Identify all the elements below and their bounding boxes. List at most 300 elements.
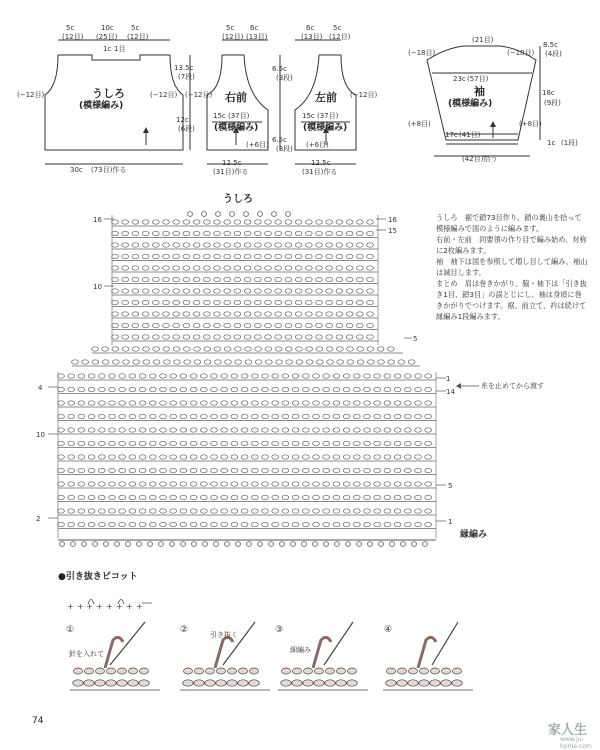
- chain-stitch: [316, 312, 323, 316]
- chain-stitch: [364, 522, 371, 526]
- chain-stitch: [244, 231, 251, 235]
- chain-stitch: [251, 374, 258, 378]
- chain-stitch: [316, 231, 323, 235]
- chain-stitch: [173, 347, 180, 351]
- chain-stitch: [316, 289, 323, 293]
- chain-stitch: [415, 428, 422, 432]
- picot-symbol: +: [86, 602, 93, 611]
- illus-stitch: [453, 668, 462, 674]
- edge-picot: [93, 542, 98, 547]
- chain-stitch: [214, 220, 221, 224]
- chain-stitch: [58, 374, 65, 378]
- illus-stitch: [337, 668, 346, 674]
- chain-stitch: [224, 300, 231, 304]
- chain-stitch: [112, 289, 119, 293]
- chain-stitch: [292, 401, 299, 405]
- chain-stitch: [272, 455, 279, 459]
- chain-stitch: [275, 300, 282, 304]
- illus-stitch: [239, 668, 248, 674]
- neck-picot: [244, 212, 249, 217]
- chain-stitch: [68, 414, 75, 418]
- rf-dec: (−12目): [185, 91, 213, 99]
- chain-stitch: [149, 387, 156, 391]
- chain-stitch: [142, 312, 149, 316]
- chain-stitch: [152, 289, 159, 293]
- lf-w2-rows: (12目): [329, 33, 351, 41]
- back-w2: 10c: [101, 24, 114, 32]
- chain-stitch: [68, 387, 75, 391]
- chain-stitch: [193, 300, 200, 304]
- chain-stitch: [343, 387, 350, 391]
- chain-stitch: [224, 312, 231, 316]
- chain-stitch: [367, 300, 374, 304]
- chain-stitch: [347, 360, 354, 364]
- chain-stitch: [214, 335, 221, 339]
- chain-stitch: [221, 428, 228, 432]
- chain-stitch: [211, 482, 218, 486]
- chain-stitch: [203, 254, 210, 258]
- chain-stitch: [313, 509, 320, 513]
- chain-stitch: [170, 441, 177, 445]
- chain-stitch: [183, 231, 190, 235]
- chain-stitch: [163, 347, 170, 351]
- chain-stitch: [326, 266, 333, 270]
- illus-stitch: [347, 680, 357, 686]
- chain-stitch: [152, 266, 159, 270]
- chain-stitch: [214, 254, 221, 258]
- crochet-hook: [110, 622, 145, 665]
- neck-picot: [202, 212, 207, 217]
- row-label-14r: 14: [446, 388, 455, 396]
- chain-stitch: [306, 360, 313, 364]
- chain-stitch: [214, 266, 221, 270]
- lf-mid-rows: (37目): [317, 112, 339, 120]
- page-number: 74: [32, 716, 44, 726]
- chain-stitch: [149, 414, 156, 418]
- yarn-loop: [313, 637, 331, 668]
- picot-symbol: +: [126, 602, 133, 611]
- chain-stitch: [404, 495, 411, 499]
- step-4: ④: [384, 625, 393, 635]
- chain-stitch: [234, 254, 241, 258]
- chain-stitch: [275, 335, 282, 339]
- chain-stitch: [364, 387, 371, 391]
- chain-stitch: [163, 300, 170, 304]
- illus-stitch: [431, 668, 440, 674]
- picot-symbol: +: [116, 602, 123, 611]
- edge-picot: [280, 542, 285, 547]
- chain-stitch: [306, 347, 313, 351]
- illus-stitch: [398, 668, 407, 674]
- chain-stitch: [353, 428, 360, 432]
- chain-stitch: [254, 277, 261, 281]
- chain-stitch: [129, 428, 136, 432]
- back-h2: 12c: [176, 116, 189, 124]
- chain-stitch: [404, 387, 411, 391]
- chain-stitch: [285, 323, 292, 327]
- note-finish: まとめ 肩は巻きかがり、脇・袖下は「引き抜き1目、鎖3目」の誤とじにし、袖は身頃に巻きかがりでつけます。裾、前立て、衿は続けて縁編み1段編みます。: [436, 279, 587, 321]
- chain-stitch: [78, 374, 85, 378]
- chain-stitch: [275, 289, 282, 293]
- chain-stitch: [170, 482, 177, 486]
- chain-stitch: [112, 254, 119, 258]
- chain-stitch: [394, 482, 401, 486]
- chain-stitch: [160, 495, 167, 499]
- chain-stitch: [132, 243, 139, 247]
- chain-stitch: [139, 495, 146, 499]
- chain-stitch: [336, 243, 343, 247]
- diagram-title: うしろ: [223, 194, 253, 205]
- chain-stitch: [326, 231, 333, 235]
- edge-picot: [104, 542, 109, 547]
- chain-stitch: [323, 509, 330, 513]
- chain-stitch: [343, 414, 350, 418]
- neck-picot: [258, 212, 263, 217]
- chain-stitch: [214, 231, 221, 235]
- chain-stitch: [112, 266, 119, 270]
- chain-stitch: [173, 243, 180, 247]
- chain-stitch: [224, 254, 231, 258]
- chain-stitch: [272, 468, 279, 472]
- chain-stitch: [313, 374, 320, 378]
- chain-stitch: [119, 455, 126, 459]
- chain-stitch: [245, 347, 252, 351]
- chain-stitch: [58, 401, 65, 405]
- chain-stitch: [353, 468, 360, 472]
- chain-stitch: [119, 468, 126, 472]
- chain-stitch: [265, 347, 272, 351]
- chain-stitch: [190, 414, 197, 418]
- chain-stitch: [109, 509, 116, 513]
- chain-stitch: [200, 455, 207, 459]
- chain-stitch: [78, 522, 85, 526]
- chain-stitch: [132, 347, 139, 351]
- chain-stitch: [129, 509, 136, 513]
- chain-stitch: [133, 360, 140, 364]
- illus-stitch: [442, 668, 451, 674]
- chain-stitch: [129, 468, 136, 472]
- chain-stitch: [404, 522, 411, 526]
- chain-stitch: [295, 266, 302, 270]
- chain-stitch: [275, 231, 282, 235]
- chain-stitch: [425, 428, 432, 432]
- lf-mid: 15c: [302, 112, 315, 120]
- chain-stitch: [364, 509, 371, 513]
- chain-stitch: [265, 360, 272, 364]
- chain-stitch: [425, 509, 432, 513]
- chain-stitch: [374, 509, 381, 513]
- chain-stitch: [285, 312, 292, 316]
- chain-stitch: [262, 482, 269, 486]
- chain-stitch: [333, 495, 340, 499]
- chain-stitch: [374, 468, 381, 472]
- chain-stitch: [327, 360, 334, 364]
- thread-note: 糸を止めてから渡す: [481, 382, 544, 390]
- sleeve-h3-rows: (1段): [561, 139, 578, 147]
- chain-stitch: [234, 277, 241, 281]
- chain-stitch: [254, 220, 261, 224]
- chain-stitch: [193, 220, 200, 224]
- chain-stitch: [132, 335, 139, 339]
- sleeve-inc1: (+8目): [408, 120, 431, 128]
- back-pattern: (模様編み): [79, 101, 124, 111]
- crochet-hook: [324, 622, 353, 665]
- chain-stitch: [78, 428, 85, 432]
- chain-stitch: [153, 360, 160, 364]
- chain-stitch: [180, 401, 187, 405]
- chain-stitch: [109, 482, 116, 486]
- chain-stitch: [112, 220, 119, 224]
- chain-stitch: [346, 220, 353, 224]
- sleeve-h1: 8.5c: [543, 41, 558, 49]
- chain-stitch: [364, 414, 371, 418]
- chain-stitch: [353, 509, 360, 513]
- chain-stitch: [203, 323, 210, 327]
- chain-stitch: [295, 335, 302, 339]
- chain-stitch: [425, 441, 432, 445]
- chain-stitch: [415, 522, 422, 526]
- chain-stitch: [234, 289, 241, 293]
- sleeve-h3: 1c: [547, 139, 556, 147]
- chain-stitch: [404, 468, 411, 472]
- chain-stitch: [129, 441, 136, 445]
- chain-stitch: [326, 323, 333, 327]
- chain-stitch: [160, 522, 167, 526]
- lf-bottom: 12.5c: [311, 159, 331, 167]
- chain-stitch: [367, 323, 374, 327]
- chain-stitch: [180, 428, 187, 432]
- chain-stitch: [275, 312, 282, 316]
- chain-stitch: [78, 495, 85, 499]
- illus-stitch: [84, 680, 94, 686]
- chain-stitch: [234, 335, 241, 339]
- chain-stitch: [163, 312, 170, 316]
- chain-stitch: [302, 414, 309, 418]
- chain-stitch: [265, 243, 272, 247]
- chain-stitch: [203, 266, 210, 270]
- chain-stitch: [343, 509, 350, 513]
- chain-stitch: [272, 495, 279, 499]
- chain-stitch: [119, 401, 126, 405]
- crochet-hook: [223, 622, 255, 665]
- chain-stitch: [384, 482, 391, 486]
- chain-stitch: [180, 455, 187, 459]
- chain-stitch: [265, 254, 272, 258]
- chain-stitch: [139, 522, 146, 526]
- chain-stitch: [149, 374, 156, 378]
- chain-stitch: [160, 401, 167, 405]
- chain-stitch: [245, 360, 252, 364]
- illus-stitch: [238, 680, 248, 686]
- chain-stitch: [262, 509, 269, 513]
- chain-stitch: [374, 455, 381, 459]
- chain-stitch: [251, 482, 258, 486]
- chain-stitch: [262, 387, 269, 391]
- chain-stitch: [180, 374, 187, 378]
- chain-stitch: [305, 266, 312, 270]
- chain-stitch: [211, 455, 218, 459]
- chain-stitch: [163, 323, 170, 327]
- chain-stitch: [343, 441, 350, 445]
- chain-stitch: [160, 509, 167, 513]
- chain-stitch: [346, 243, 353, 247]
- chain-stitch: [326, 243, 333, 247]
- illus-stitch: [430, 680, 440, 686]
- chain-stitch: [214, 277, 221, 281]
- chain-stitch: [88, 414, 95, 418]
- chain-stitch: [180, 387, 187, 391]
- chain-stitch: [58, 441, 65, 445]
- chain-stitch: [285, 289, 292, 293]
- chain-stitch: [285, 254, 292, 258]
- chain-stitch: [285, 335, 292, 339]
- chain-stitch: [109, 428, 116, 432]
- illus-stitch: [117, 680, 127, 686]
- chain-stitch: [336, 300, 343, 304]
- chain-stitch: [88, 468, 95, 472]
- chain-stitch: [149, 441, 156, 445]
- step-2: ②: [180, 625, 189, 635]
- chain-stitch: [292, 509, 299, 513]
- chain-stitch: [92, 360, 99, 364]
- chain-stitch: [282, 522, 289, 526]
- chain-stitch: [387, 347, 394, 351]
- chain-stitch: [119, 387, 126, 391]
- chain-stitch: [374, 482, 381, 486]
- lf-inc: (+6目): [306, 141, 329, 149]
- chain-stitch: [275, 243, 282, 247]
- chain-stitch: [122, 254, 129, 258]
- chain-stitch: [88, 441, 95, 445]
- illus-stitch: [281, 680, 291, 686]
- chain-stitch: [285, 277, 292, 281]
- chain-stitch: [211, 428, 218, 432]
- chain-stitch: [296, 347, 303, 351]
- chain-stitch: [183, 254, 190, 258]
- illus-stitch: [386, 680, 396, 686]
- chain-stitch: [231, 482, 238, 486]
- chain-stitch: [132, 266, 139, 270]
- chain-stitch: [367, 266, 374, 270]
- chain-stitch: [163, 231, 170, 235]
- sleeve-w1: 23c: [453, 75, 466, 83]
- chain-stitch: [109, 468, 116, 472]
- chain-stitch: [132, 323, 139, 327]
- rf-inc: (+6目): [246, 141, 269, 149]
- chain-stitch: [374, 414, 381, 418]
- chain-stitch: [398, 360, 405, 364]
- chain-stitch: [241, 509, 248, 513]
- illus-stitch: [85, 668, 94, 674]
- chain-stitch: [415, 468, 422, 472]
- chain-stitch: [214, 289, 221, 293]
- chain-stitch: [343, 468, 350, 472]
- chain-stitch: [262, 455, 269, 459]
- chain-stitch: [356, 323, 363, 327]
- chain-stitch: [204, 347, 211, 351]
- chain-stitch: [326, 347, 333, 351]
- chain-stitch: [193, 289, 200, 293]
- chain-stitch: [272, 414, 279, 418]
- chain-stitch: [180, 414, 187, 418]
- chain-stitch: [149, 482, 156, 486]
- chain-stitch: [374, 374, 381, 378]
- chain-stitch: [112, 231, 119, 235]
- chain-stitch: [384, 522, 391, 526]
- step-3-label: 細編み: [290, 646, 311, 654]
- chain-stitch: [347, 347, 354, 351]
- chain-stitch: [122, 277, 129, 281]
- rf-w2-rows: (13目): [246, 33, 268, 41]
- chain-stitch: [123, 360, 130, 364]
- back-neck-rows: 1目: [114, 45, 126, 53]
- chain-stitch: [251, 428, 258, 432]
- edge-picot: [159, 542, 164, 547]
- chain-stitch: [180, 482, 187, 486]
- chain-stitch: [214, 360, 221, 364]
- chain-stitch: [190, 387, 197, 391]
- chain-stitch: [302, 455, 309, 459]
- chain-stitch: [183, 277, 190, 281]
- chain-stitch: [139, 509, 146, 513]
- edge-label: 縁編み: [460, 530, 488, 540]
- illus-stitch: [420, 668, 429, 674]
- chain-stitch: [356, 300, 363, 304]
- chain-stitch: [333, 441, 340, 445]
- chain-stitch: [183, 220, 190, 224]
- chain-stitch: [336, 335, 343, 339]
- chain-stitch: [346, 289, 353, 293]
- chain-stitch: [132, 312, 139, 316]
- instructions: [436, 212, 588, 322]
- edge-picot: [225, 542, 230, 547]
- illus-stitch: [194, 680, 204, 686]
- rf-mid-rows: (37目): [228, 112, 250, 120]
- chain-stitch: [139, 374, 146, 378]
- chain-stitch: [282, 414, 289, 418]
- chain-stitch: [265, 312, 272, 316]
- chain-stitch: [152, 220, 159, 224]
- chain-stitch: [285, 300, 292, 304]
- chain-stitch: [254, 243, 261, 247]
- chain-stitch: [384, 495, 391, 499]
- chain-stitch: [203, 277, 210, 281]
- chain-stitch: [282, 387, 289, 391]
- sleeve-title: 袖: [474, 85, 485, 98]
- chain-stitch: [333, 455, 340, 459]
- chain-stitch: [394, 455, 401, 459]
- chain-stitch: [153, 347, 160, 351]
- chain-stitch: [203, 289, 210, 293]
- chain-stitch: [292, 482, 299, 486]
- chain-stitch: [394, 401, 401, 405]
- back-bottom: 30c: [70, 166, 83, 174]
- rf-w2: 6c: [250, 24, 259, 32]
- lf-w1-rows: (13目): [301, 33, 323, 41]
- chain-stitch: [214, 312, 221, 316]
- chain-stitch: [152, 277, 159, 281]
- chain-stitch: [173, 266, 180, 270]
- chain-stitch: [211, 441, 218, 445]
- chain-stitch: [357, 347, 364, 351]
- sleeve-top: (21目): [472, 36, 494, 44]
- chain-stitch: [353, 401, 360, 405]
- chain-stitch: [211, 414, 218, 418]
- chain-stitch: [285, 347, 292, 351]
- chain-stitch: [346, 335, 353, 339]
- chain-stitch: [333, 468, 340, 472]
- chain-stitch: [109, 522, 116, 526]
